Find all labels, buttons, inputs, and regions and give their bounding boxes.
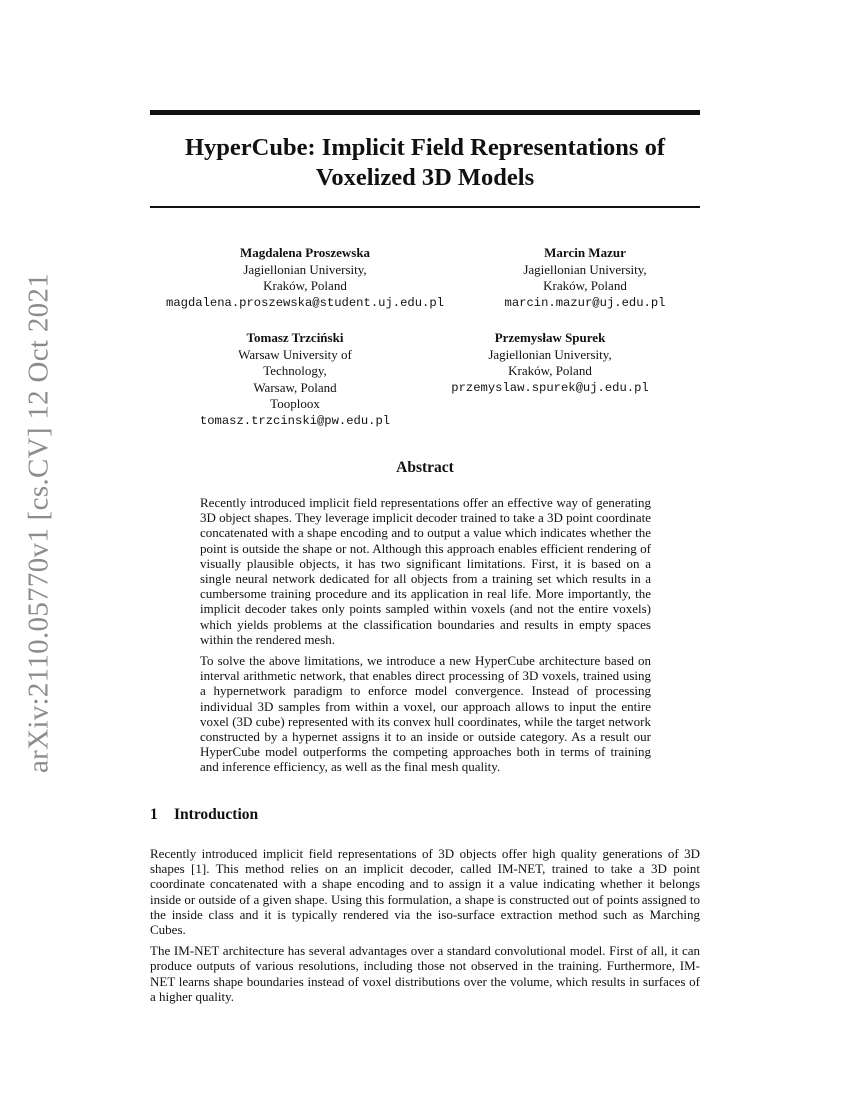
- author-name: Magdalena Proszewska: [239, 245, 371, 260]
- body-paragraph: The IM-NET architecture has several advantages over a standard convolutional model. First of all, it can produce outputs of various resolutions, including those not observed in the training. Furthermore, IM-NET learns shape boundaries instead of voxel distributions over the volume, which results in surfaces of a higher quality.: [150, 943, 700, 1004]
- author-email: magdalena.proszewska@student.uj.edu.pl: [166, 295, 444, 310]
- author-email: przemyslaw.spurek@uj.edu.pl: [451, 380, 649, 395]
- author-block: [150, 245, 460, 311]
- paper-title: [150, 133, 700, 193]
- section-number: 1: [150, 806, 158, 823]
- abstract-paragraph: Recently introduced implicit field representations offer an effective way of generating 3D object shapes. They leverage implicit decoder trained to take a 3D point coordinate concatenated with a shape encoding and to output a value which indicates whether the point is outside the shape or not. Although this approach enables efficient rendering of visually plausible objects, it has two significant limitations. First, it is based on a single neural network dedicated for all objects from a training set which results in a cumbersome training procedure and its application in real life. More importantly, the implicit decoder takes only points sampled within voxels (and not the entire voxels) which yields problems at the classification boundaries and results in empty spaces within the rendered mesh.: [200, 495, 651, 647]
- paper-title-line-2: Voxelized 3D Models: [315, 164, 535, 191]
- title-rule-bottom: [150, 206, 700, 208]
- title-rule-top: [150, 110, 700, 115]
- author-affiliation: Jagiellonian University,: [488, 346, 612, 362]
- introduction-body: [150, 846, 700, 1010]
- author-affiliation: Jagiellonian University,: [523, 261, 647, 277]
- author-email: tomasz.trzcinski@pw.edu.pl: [199, 413, 391, 428]
- author-affiliation: Technology,: [263, 363, 327, 378]
- author-affiliation: Tooploox: [270, 396, 320, 411]
- author-name: Marcin Mazur: [544, 245, 626, 260]
- author-email: marcin.mazur@uj.edu.pl: [504, 295, 666, 310]
- author-affiliation: Jagiellonian University,: [243, 261, 367, 277]
- author-name: Tomasz Trzciński: [246, 330, 344, 345]
- author-name: Przemysław Spurek: [494, 330, 606, 345]
- arxiv-stamp-text: arXiv:2110.05770v1 [cs.CV] 12 Oct 2021: [22, 272, 55, 774]
- arxiv-stamp: [0, 0, 60, 1100]
- abstract-paragraph: To solve the above limitations, we introduce a new HyperCube architecture based on interval arithmetic network, that enables direct processing of 3D voxels, trained using a hypernetwork paradigm to enforce model convergence. Instead of processing individual 3D samples from within a voxel, our approach allows to input the entire voxel (3D cube) represented with its convex hull coordinates, while the target network constructed by a hypernet assigns it to an inside or outside category. As a result our HyperCube model outperforms the competing approaches both in terms of training and inference efficiency, as well as the final mesh quality.: [200, 653, 651, 775]
- abstract-heading: Abstract: [396, 459, 454, 476]
- abstract-body: [200, 495, 651, 781]
- section-heading-introduction: [150, 806, 258, 824]
- author-location: Warsaw, Poland: [253, 379, 337, 395]
- author-block: [190, 330, 400, 429]
- paper-title-line-1: HyperCube: Implicit Field Representations of: [185, 134, 665, 161]
- author-block: [440, 330, 660, 396]
- author-location: Kraków, Poland: [263, 278, 347, 293]
- author-block: [490, 245, 680, 311]
- body-paragraph: Recently introduced implicit field representations of 3D objects offer high quality generations of 3D shapes [1]. This method relies on an implicit decoder, called IM-NET, trained to take a 3D point coordinate concatenated with a shape encoding and to assign it a value indicating whether it belongs inside or outside of a given shape. Using this formulation, a shape is constructed out of points assigned to the inside class and it is typically rendered via the iso-surface extraction method such as Marching Cubes.: [150, 846, 700, 938]
- section-title: Introduction: [174, 806, 259, 823]
- author-affiliation: Warsaw University of: [238, 346, 352, 362]
- author-location: Kraków, Poland: [508, 363, 592, 378]
- author-location: Kraków, Poland: [543, 278, 627, 293]
